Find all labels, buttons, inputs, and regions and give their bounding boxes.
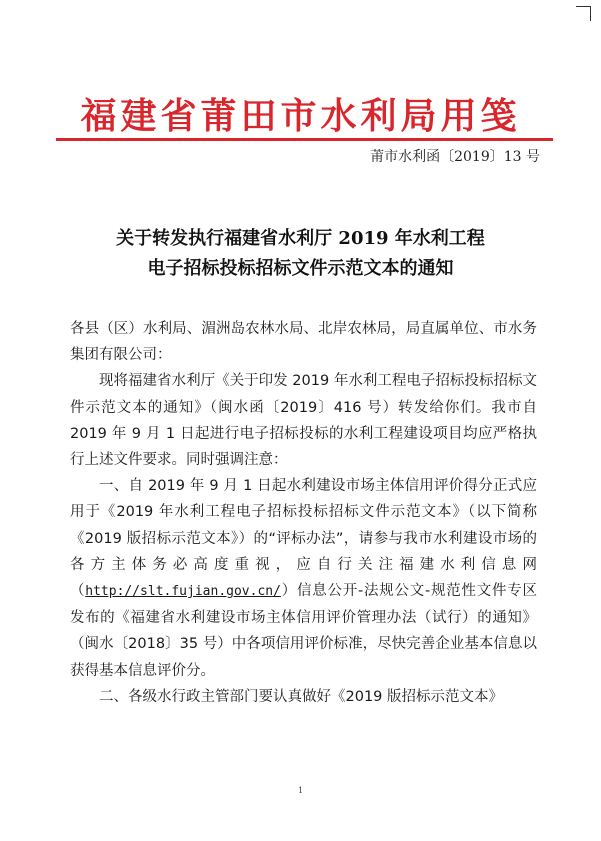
salutation: 各县（区）水利局、湄洲岛农林水局、北岸农林局，局直属单位、市水务集团有限公司： (70, 321, 537, 364)
website-link[interactable]: http://slt.fujian.gov.cn/ (85, 584, 281, 600)
paragraph-2-text-after-link: ）信息公开-法规公文-规范性文件专区发布的《福建省水利建设市场主体信用评价管理办法（试行）的通知》（闽水〔2018〕35 号）中各项信用评价标准，尽快完善企业基本信息以获得基本信息评价分。 (70, 583, 538, 679)
document-body (70, 316, 537, 710)
paragraph-2-text-before-link: 一、自 2019 年 9 月 1 日起水利建设市场主体信用评价得分正式应用于《2019 年水利工程电子招标投标招标文件示范文本》（以下简称《2019 版招标示范文本》）的“评标办法”，请参与我市水利建设市场的各方主体务必高度重视，应自行关注福建水利信息网（ (70, 478, 537, 600)
crop-mark (576, 6, 591, 21)
document-title-line-1: 关于转发执行福建省水利厅 2019 年水利工程 (116, 228, 485, 249)
document-title-line-2: 电子招标投标招标文件示范文本的通知 (147, 258, 454, 279)
letterhead-title: 福建省莆田市水利局用笺 (80, 95, 521, 137)
paragraph-1: 现将福建省水利厅《关于印发 2019 年水利工程电子招标投标招标文件示范文本的通知》（闽水函〔2019〕416 号）转发给你们。我市自 2019 年 9 月 1 日起进行电子招标投标的水利工程建设项目均应严格执行上述文件要求。同时强调注意： (70, 373, 537, 469)
page-number: 1 (297, 786, 304, 795)
paragraph-2 (70, 473, 537, 684)
document-number: 莆市水利函〔2019〕13 号 (370, 149, 540, 165)
paragraph-3: 二、各级水行政主管部门要认真做好《2019 版招标示范文本》 (99, 688, 504, 705)
letterhead-red-rule (56, 138, 553, 141)
document-title (0, 224, 601, 284)
